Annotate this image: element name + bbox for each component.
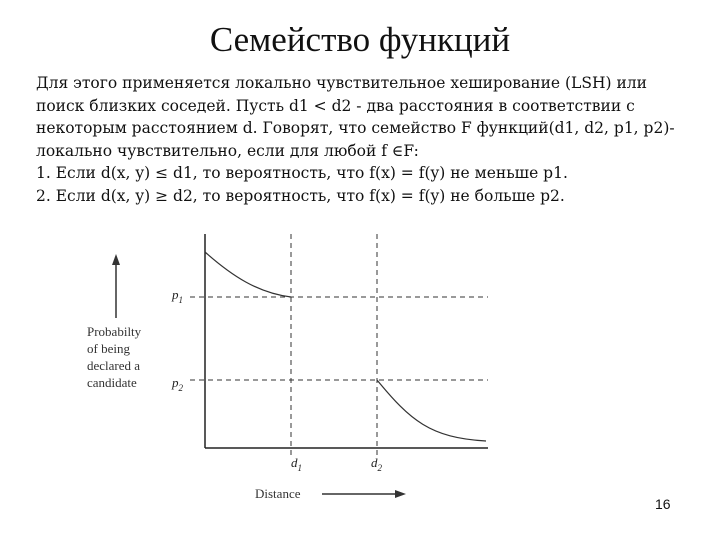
p2-label: $p_2$	[172, 375, 183, 393]
y-label-line: Probabilty	[87, 324, 142, 339]
body-line: локально чувствительно, если для любой f ∈F:	[36, 141, 419, 160]
curve-far	[377, 380, 486, 441]
d2-label: $d_2$	[371, 455, 382, 473]
y-label-line: candidate	[87, 375, 137, 390]
curve-near	[205, 252, 291, 297]
y-label-line: of being	[87, 341, 130, 356]
body-line: 2. Если d(x, y) ≥ d2, то вероятность, что f(x) = f(y) не больше p2.	[36, 186, 565, 205]
body-line: поиск близких соседей. Пусть d1 < d2 - два расстояния в соответствии с	[36, 96, 635, 115]
body-line: 1. Если d(x, y) ≤ d1, то вероятность, что f(x) = f(y) не меньше p1.	[36, 164, 568, 182]
y-arrow-head	[112, 254, 120, 265]
slide-title: Семейство функций	[209, 20, 511, 59]
y-label-line: declared a	[87, 358, 141, 373]
page-number: 16	[655, 496, 671, 512]
body-line: Для этого применяется локально чувствительное хеширование (LSH) или	[36, 74, 647, 92]
x-arrow-head	[395, 490, 406, 498]
p1-label: $p_1$	[172, 287, 183, 305]
x-label: Distance	[255, 486, 301, 501]
d1-label: $d_1$	[291, 455, 302, 473]
body-line: некоторым расстоянием d. Говорят, что семейство F функций(d1, d2, p1, p2)-	[36, 119, 675, 137]
